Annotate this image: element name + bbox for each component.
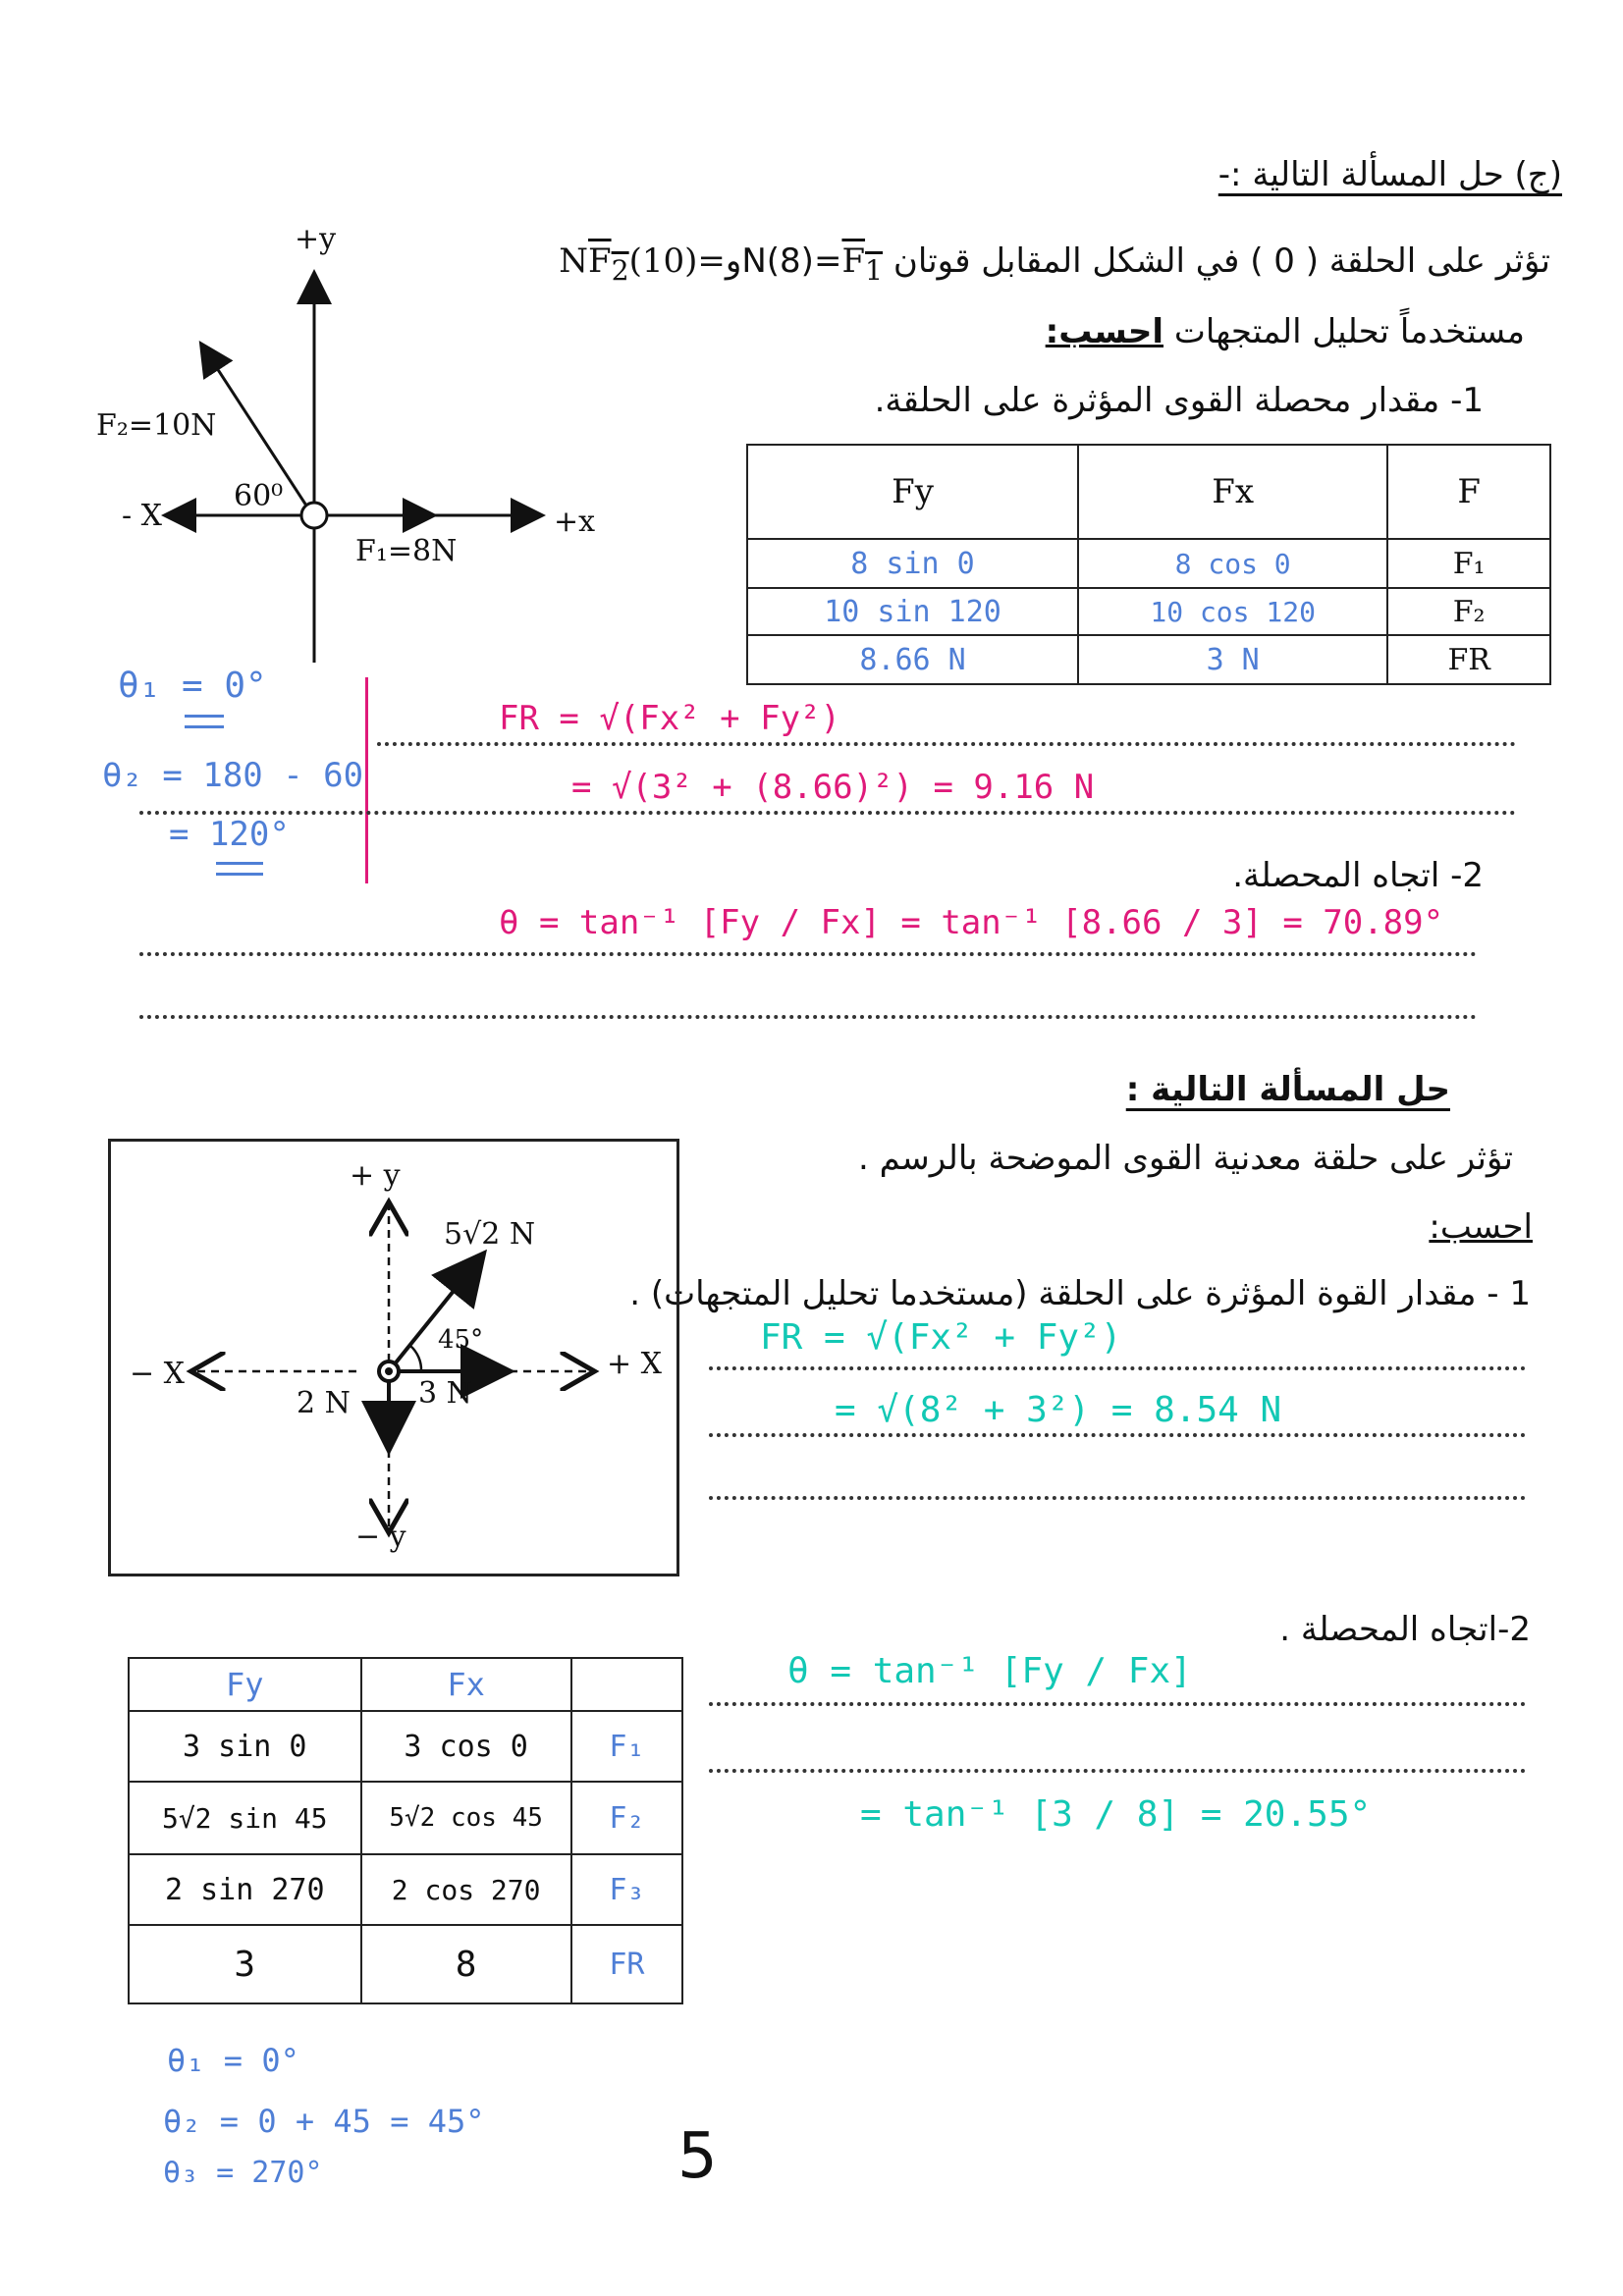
table-row: [747, 539, 1550, 588]
table-row: [129, 1711, 682, 1782]
table-cell-fy: 3: [129, 1925, 361, 2003]
problem1-using: [1046, 312, 1525, 351]
table-header-f: F: [1387, 445, 1550, 539]
problem2-dotted-line-3: [709, 1496, 1526, 1500]
problem2-angle-label: 45°: [438, 1325, 484, 1355]
table-header-fy: Fy: [129, 1658, 361, 1711]
page-number: 5: [677, 2120, 718, 2193]
problem2-theta3-note: θ₃ = 270°: [163, 2156, 323, 2190]
problem2-dotted-line-1: [709, 1366, 1526, 1370]
problem1-f2-value: =(10)N: [559, 241, 726, 281]
problem2-minus-x-label: − X: [130, 1357, 186, 1391]
problem1-theta2-underline: [216, 862, 263, 876]
problem2-table-header: [129, 1658, 682, 1711]
problem2-heading: حل المسألة التالية :: [1125, 1070, 1450, 1109]
problem2-table: [128, 1657, 683, 2004]
problem2-left-force-label: 2 N: [297, 1386, 351, 1420]
table-cell-fy: 5√2 sin 45: [129, 1782, 361, 1854]
problem1-angle-label: 60⁰: [234, 479, 284, 513]
problem1-minus-x-label: - X: [122, 499, 163, 533]
problem1-question1: 1- مقدار محصلة القوى المؤثرة على الحلقة.: [874, 381, 1484, 420]
table-row: [129, 1854, 682, 1925]
table-row: [129, 1925, 682, 2003]
problem2-statement: تؤثر على حلقة معدنية القوى الموضحة بالرسم .: [857, 1139, 1513, 1178]
table-header-f: [571, 1658, 682, 1711]
table-header-fy: Fy: [747, 445, 1078, 539]
problem2-diag-force-label: 5√2 N: [444, 1217, 536, 1252]
table-cell-fx: 3 cos 0: [361, 1711, 571, 1782]
problem2-minus-y-label: − y: [355, 1520, 406, 1554]
problem1-margin-line: [365, 677, 368, 883]
problem2-answer2-line2: = tan⁻¹ [3 / 8] = 20.55°: [860, 1794, 1372, 1835]
problem2-calc-label: احسب:: [1429, 1207, 1533, 1247]
problem1-dotted-line-3: [139, 952, 1477, 956]
problem1-using-text: مستخدماً تحليل المتجهات: [1173, 312, 1525, 351]
problem1-statement-text: تؤثر على الحلقة ( 0 ) في الشكل المقابل قوتان N(8)=: [741, 241, 1550, 281]
problem2-ring-center: [385, 1367, 393, 1375]
problem1-calc-label: احسب:: [1045, 312, 1164, 351]
problem2-question2: 2-اتجاه المحصلة .: [1279, 1610, 1531, 1649]
table-header-fx: Fx: [361, 1658, 571, 1711]
problem1-f1-symbol: $F_1$: [841, 241, 884, 287]
table-cell-fy: 8 sin 0: [747, 539, 1078, 588]
table-cell-f: F₃: [571, 1854, 682, 1925]
problem2-right-force-label: 3 N: [418, 1376, 472, 1411]
table-row: [747, 588, 1550, 635]
table-cell-f: F₁: [571, 1711, 682, 1782]
table-row: [129, 1782, 682, 1854]
problem1-table: [746, 444, 1551, 685]
table-cell-fx: 8: [361, 1925, 571, 2003]
problem1-question2: 2- اتجاه المحصلة.: [1232, 856, 1484, 895]
table-cell-fy: 3 sin 0: [129, 1711, 361, 1782]
problem1-dotted-line-2: [139, 811, 1516, 815]
problem1-heading: (ج) حل المسألة التالية :-: [1217, 155, 1562, 194]
problem1-theta1-underline: [185, 715, 224, 728]
problem2-answer1-line2: = √(8² + 3²) = 8.54 N: [835, 1390, 1282, 1430]
problem1-theta2-result: = 120°: [169, 815, 290, 854]
problem1-force-diagram: [88, 216, 638, 677]
problem2-dotted-line-2: [709, 1433, 1526, 1437]
table-cell-f: FR: [571, 1925, 682, 2003]
table-header-fx: Fx: [1078, 445, 1387, 539]
table-cell-fx: 3 N: [1078, 635, 1387, 684]
problem2-theta1-note: θ₁ = 0°: [167, 2042, 299, 2079]
problem1-dotted-line-4: [139, 1015, 1477, 1019]
problem1-plus-x-label: +x: [554, 505, 596, 539]
problem2-dotted-line-5: [709, 1769, 1526, 1773]
table-cell-f: FR: [1387, 635, 1550, 684]
problem1-plus-y-label: +y: [295, 222, 337, 256]
problem1-statement: [559, 241, 1550, 287]
problem1-answer1-line1: FR = √(Fx² + Fy²): [499, 699, 840, 738]
problem1-theta1-note: θ₁ = 0°: [118, 666, 267, 706]
table-cell-fy: 8.66 N: [747, 635, 1078, 684]
table-cell-fx: 5√2 cos 45: [361, 1782, 571, 1854]
problem2-force-diagram: [111, 1142, 676, 1574]
problem1-dotted-line-1: [377, 742, 1516, 746]
problem1-table-header: [747, 445, 1550, 539]
problem1-f2-label: F₂=10N: [96, 408, 217, 443]
problem2-plus-y-label: + y: [350, 1158, 401, 1193]
table-cell-fy: 2 sin 270: [129, 1854, 361, 1925]
problem1-f2-symbol: $F_2$: [588, 241, 629, 287]
problem2-plus-x-label: + X: [607, 1347, 663, 1381]
table-cell-f: F₂: [571, 1782, 682, 1854]
problem1-theta2-note: θ₂ = 180 - 60: [102, 756, 364, 795]
problem1-f1-label: F₁=8N: [355, 534, 458, 568]
problem2-dotted-line-4: [709, 1702, 1526, 1706]
table-cell-f: F₁: [1387, 539, 1550, 588]
table-row: [747, 635, 1550, 684]
problem1-and: و: [725, 241, 742, 281]
table-cell-fy: 10 sin 120: [747, 588, 1078, 635]
table-cell-fx: 10 cos 120: [1078, 588, 1387, 635]
problem2-angle-arc: [410, 1346, 421, 1371]
problem1-answer2: θ = tan⁻¹ [Fy / Fx] = tan⁻¹ [8.66 / 3] = 70.89°: [499, 903, 1444, 942]
problem2-theta2-note: θ₂ = 0 + 45 = 45°: [163, 2103, 485, 2140]
problem1-ring: [301, 503, 327, 528]
problem2-answer2-line1: θ = tan⁻¹ [Fy / Fx]: [787, 1651, 1192, 1691]
problem2-question1: 1 - مقدار القوة المؤثرة على الحلقة (مستخدما تحليل المتجهات) .: [629, 1274, 1531, 1313]
problem2-answer1-line1: FR = √(Fx² + Fy²): [760, 1317, 1122, 1358]
table-cell-fx: 2 cos 270: [361, 1854, 571, 1925]
table-cell-fx: 8 cos 0: [1078, 539, 1387, 588]
table-cell-f: F₂: [1387, 588, 1550, 635]
problem1-answer1-line2: = √(3² + (8.66)²) = 9.16 N: [571, 768, 1095, 807]
